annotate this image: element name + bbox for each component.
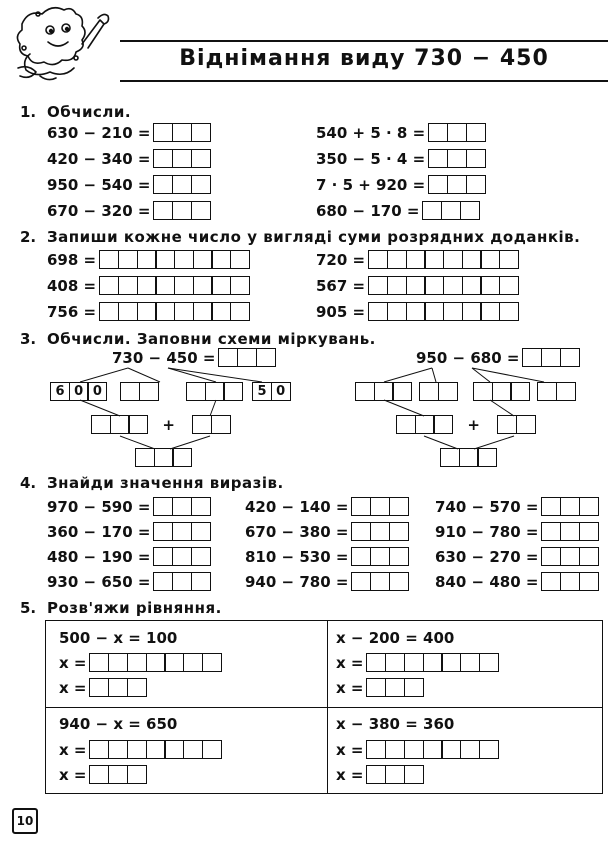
equation-3-step-2 (59, 765, 147, 784)
ex2-right-row-1 (316, 250, 519, 269)
x-label: x = (336, 765, 364, 784)
equations-table (45, 620, 603, 794)
given-number-boxes: 5 0 (252, 382, 291, 401)
ex4-col2-row-4 (245, 572, 409, 591)
answer-boxes[interactable] (422, 201, 479, 220)
ex3-right-fourth-number (534, 382, 576, 401)
exercise-3-heading: Обчисли. Заповни схеми міркувань. (47, 330, 376, 348)
x-label: x = (336, 740, 364, 759)
ex1-right-row-1 (316, 123, 486, 142)
expression: 940 − 780 = (245, 572, 349, 591)
answer-boxes[interactable] (99, 302, 250, 321)
expression: 680 − 170 = (316, 201, 420, 220)
expression: 420 − 340 = (47, 149, 151, 168)
reasoning-scheme-lines (0, 360, 611, 460)
answer-boxes[interactable] (541, 522, 598, 541)
answer-boxes[interactable] (153, 123, 210, 142)
dragon-mascot-illustration (10, 4, 120, 90)
answer-boxes[interactable] (89, 678, 146, 697)
page-title: Віднімання виду 730 − 450 (179, 46, 549, 71)
answer-boxes[interactable] (366, 653, 498, 672)
ex3-left-first-number (47, 382, 107, 401)
ex4-col2-row-3 (245, 547, 409, 566)
ex3-right-sum-row (393, 415, 536, 434)
equation-3 (59, 715, 177, 733)
ex3-left-sum-row (88, 415, 231, 434)
answer-boxes[interactable] (355, 382, 412, 401)
answer-boxes[interactable] (368, 302, 519, 321)
answer-boxes[interactable] (541, 547, 598, 566)
x-label: x = (59, 653, 87, 672)
answer-boxes[interactable] (153, 175, 210, 194)
answer-boxes[interactable] (366, 740, 498, 759)
number-label: 567 = (316, 276, 366, 295)
ex1-left-row-1 (47, 123, 211, 142)
answer-boxes[interactable] (497, 415, 536, 434)
exercise-4-heading: Знайди значення виразів. (47, 474, 284, 492)
equation-1 (59, 629, 177, 647)
ex3-left-result (132, 448, 192, 467)
exercise-5-heading: Розв'яжи рівняння. (47, 599, 222, 617)
given-number-boxes: 6 0 0 (50, 382, 107, 401)
ex3-right-third-number (470, 382, 530, 401)
expression: 420 − 140 = (245, 497, 349, 516)
ex1-left-row-4 (47, 201, 211, 220)
answer-boxes[interactable] (91, 415, 148, 434)
answer-boxes[interactable] (351, 522, 408, 541)
answer-boxes[interactable] (541, 497, 598, 516)
x-label: x = (59, 678, 87, 697)
expression: 840 − 480 = (435, 572, 539, 591)
answer-boxes[interactable] (153, 547, 210, 566)
answer-boxes[interactable] (99, 250, 250, 269)
ex4-col3-row-4 (435, 572, 599, 591)
answer-boxes[interactable] (89, 765, 146, 784)
answer-boxes[interactable] (396, 415, 453, 434)
equation-text: x − 380 = 360 (336, 715, 455, 733)
number-label: 408 = (47, 276, 97, 295)
ex4-col2-row-2 (245, 522, 409, 541)
answer-boxes[interactable] (186, 382, 243, 401)
answer-boxes[interactable] (351, 497, 408, 516)
ex1-left-row-2 (47, 149, 211, 168)
answer-boxes[interactable] (192, 415, 231, 434)
answer-boxes[interactable] (120, 382, 159, 401)
answer-boxes[interactable] (522, 348, 579, 367)
number-label: 905 = (316, 302, 366, 321)
exercise-1-heading: Обчисли. (47, 103, 132, 121)
answer-boxes[interactable] (473, 382, 530, 401)
equation-2-step-2 (336, 678, 424, 697)
exercise-2-heading: Запиши кожне число у вигляді суми розрядних доданків. (47, 228, 581, 246)
x-label: x = (336, 678, 364, 697)
equation-2 (336, 629, 454, 647)
ex4-col1-row-3 (47, 547, 211, 566)
expression: 540 + 5 · 8 = (316, 123, 426, 142)
ex3-left-fourth-number (249, 382, 291, 401)
answer-boxes[interactable] (366, 765, 423, 784)
expression: 910 − 780 = (435, 522, 539, 541)
ex1-right-row-4 (316, 201, 480, 220)
x-label: x = (59, 765, 87, 784)
ex3-right-expression (416, 348, 580, 367)
equation-4-step-1 (336, 740, 499, 759)
number-label: 698 = (47, 250, 97, 269)
ex4-col1-row-4 (47, 572, 211, 591)
answer-boxes[interactable] (153, 201, 210, 220)
answer-boxes[interactable] (428, 123, 485, 142)
ex4-col3-row-2 (435, 522, 599, 541)
answer-boxes[interactable] (368, 276, 519, 295)
answer-boxes[interactable] (351, 572, 408, 591)
equation-3-step-1 (59, 740, 222, 759)
ex3-left-expression (112, 348, 276, 367)
expression: 930 − 650 = (47, 572, 151, 591)
answer-boxes[interactable] (351, 547, 408, 566)
ex2-left-row-1 (47, 250, 250, 269)
page-number: 10 (12, 808, 38, 834)
ex1-right-row-2 (316, 149, 486, 168)
exercise-3-number: 3. (20, 330, 37, 348)
expression: 970 − 590 = (47, 497, 151, 516)
expression: 950 − 540 = (47, 175, 151, 194)
answer-boxes[interactable] (366, 678, 423, 697)
plus-sign: + (467, 415, 480, 434)
answer-boxes[interactable] (419, 382, 458, 401)
expression: 670 − 320 = (47, 201, 151, 220)
answer-boxes[interactable] (135, 448, 192, 467)
answer-boxes[interactable] (99, 276, 250, 295)
answer-boxes[interactable] (537, 382, 576, 401)
exercise-2-number: 2. (20, 228, 37, 246)
answer-boxes[interactable] (428, 149, 485, 168)
expression: 740 − 570 = (435, 497, 539, 516)
exercise-4-number: 4. (20, 474, 37, 492)
ex3-right-result (437, 448, 497, 467)
answer-boxes[interactable] (89, 653, 221, 672)
equation-4 (336, 715, 454, 733)
answer-boxes[interactable] (153, 572, 210, 591)
equation-4-step-2 (336, 765, 424, 784)
exercise-5-number: 5. (20, 599, 37, 617)
answer-boxes[interactable] (428, 175, 485, 194)
expression: 670 − 380 = (245, 522, 349, 541)
expression: 480 − 190 = (47, 547, 151, 566)
expression: 7 · 5 + 920 = (316, 175, 426, 194)
equation-1-step-2 (59, 678, 147, 697)
plus-sign: + (162, 415, 175, 434)
expression: 950 − 680 = (416, 348, 520, 367)
answer-boxes[interactable] (440, 448, 497, 467)
ex3-right-first-number (352, 382, 412, 401)
x-label: x = (336, 653, 364, 672)
answer-boxes[interactable] (218, 348, 275, 367)
ex2-left-row-3 (47, 302, 250, 321)
answer-boxes[interactable] (541, 572, 598, 591)
ex2-right-row-3 (316, 302, 519, 321)
ex4-col1-row-2 (47, 522, 211, 541)
ex2-left-row-2 (47, 276, 250, 295)
equation-text: 500 − x = 100 (59, 629, 178, 647)
ex1-left-row-3 (47, 175, 211, 194)
number-label: 756 = (47, 302, 97, 321)
ex3-left-third-number (183, 382, 243, 401)
answer-boxes[interactable] (153, 497, 210, 516)
answer-boxes[interactable] (153, 522, 210, 541)
answer-boxes[interactable] (89, 740, 221, 759)
answer-boxes[interactable] (368, 250, 519, 269)
ex1-right-row-3 (316, 175, 486, 194)
ex4-col3-row-3 (435, 547, 599, 566)
ex4-col1-row-1 (47, 497, 211, 516)
equation-text: x − 200 = 400 (336, 629, 455, 647)
expression: 810 − 530 = (245, 547, 349, 566)
answer-boxes[interactable] (153, 149, 210, 168)
ex3-left-second-number (117, 382, 159, 401)
expression: 730 − 450 = (112, 348, 216, 367)
equation-2-step-1 (336, 653, 499, 672)
expression: 630 − 210 = (47, 123, 151, 142)
expression: 360 − 170 = (47, 522, 151, 541)
exercise-1-number: 1. (20, 103, 37, 121)
page-title-banner (120, 40, 608, 82)
ex4-col2-row-1 (245, 497, 409, 516)
ex2-right-row-2 (316, 276, 519, 295)
number-label: 720 = (316, 250, 366, 269)
ex3-right-second-number (416, 382, 458, 401)
equation-text: 940 − x = 650 (59, 715, 178, 733)
equation-1-step-1 (59, 653, 222, 672)
expression: 350 − 5 · 4 = (316, 149, 426, 168)
expression: 630 − 270 = (435, 547, 539, 566)
ex4-col3-row-1 (435, 497, 599, 516)
x-label: x = (59, 740, 87, 759)
